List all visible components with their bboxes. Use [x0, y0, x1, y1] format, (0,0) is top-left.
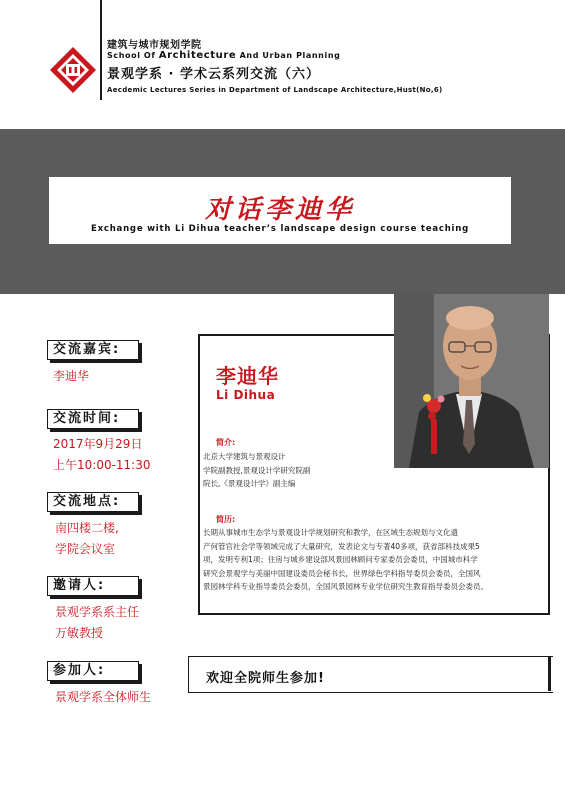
time-hours: 上午10:00-11:30 — [53, 458, 151, 472]
bio-line: 产何管官社会学等领域完成了大量研究，发表论文与专著40多项，获省部科技成果5 — [203, 541, 480, 551]
bio-text — [203, 526, 545, 594]
intro-text — [203, 450, 310, 491]
intro-line: 北京大学建筑与景观设计 — [203, 452, 286, 461]
bio-line: 景园林学科专业指导委员会委员，全国风景园林专业学位研究生教育指导委员会委员。 — [203, 582, 488, 591]
time-label: 交流时间: — [47, 409, 139, 429]
place-building: 南四楼二楼, — [55, 521, 119, 535]
school-name-en: School Of Architecture And Urban Planning — [107, 50, 341, 61]
place-label: 交流地点: — [47, 492, 139, 512]
intro-line: 学院副教授,景观设计学研究院副 — [203, 465, 311, 475]
welcome-bar — [548, 656, 551, 691]
speaker-name-en: Li Dihua — [216, 388, 276, 402]
welcome-text: 欢迎全院师生参加! — [206, 671, 325, 686]
guest-label: 交流嘉宾: — [47, 340, 139, 360]
series-title-cn: 景观学系 · 学术云系列交流（六） — [107, 67, 320, 82]
series-title-en: Aecdemic Lectures Series in Department of Landscape Architecture,Hust(No,6) — [107, 86, 443, 94]
school-logo-icon — [48, 45, 98, 95]
title-box — [49, 177, 511, 244]
guest-value: 李迪华 — [53, 369, 90, 383]
attendee-label: 参加人: — [47, 661, 139, 681]
header-divider — [100, 0, 102, 100]
card-border-left — [198, 334, 200, 615]
card-border-top — [198, 334, 394, 336]
inviter-name: 万敏教授 — [55, 626, 104, 640]
place-room: 学院会议室 — [55, 542, 116, 556]
bio-line: 长期从事城市生态学与景观设计学规划研究和教学，在区域生态规划与文化遗 — [203, 528, 458, 537]
school-name-cn: 建筑与城市规划学院 — [107, 40, 202, 51]
bio-line: 项，发明专利1项；住房与城乡建设部风景园林顾问专家委员会委员，中国城市科学 — [203, 555, 478, 564]
intro-heading: 简介: — [216, 438, 236, 447]
event-title-cn: 对话李迪华 — [204, 195, 355, 225]
speaker-photo — [394, 294, 549, 468]
inviter-title: 景观学系系主任 — [55, 605, 140, 619]
inviter-label: 邀请人: — [47, 576, 139, 596]
card-border-bottom — [198, 613, 550, 615]
intro-line: 院长,《景观设计学》副主编 — [203, 479, 296, 488]
bio-heading: 简历: — [216, 515, 236, 524]
bio-line: 研究会景观学与美丽中国建设委员会秘书长，世界绿色学科指导委员会委员，全国风 — [203, 568, 481, 578]
time-date: 2017年9月29日 — [53, 437, 143, 451]
speaker-name-cn: 李迪华 — [216, 364, 279, 388]
attendee-value: 景观学系全体师生 — [55, 690, 152, 704]
event-title-en: Exchange with Li Dihua teacher’s landscape design course teaching — [90, 224, 470, 234]
